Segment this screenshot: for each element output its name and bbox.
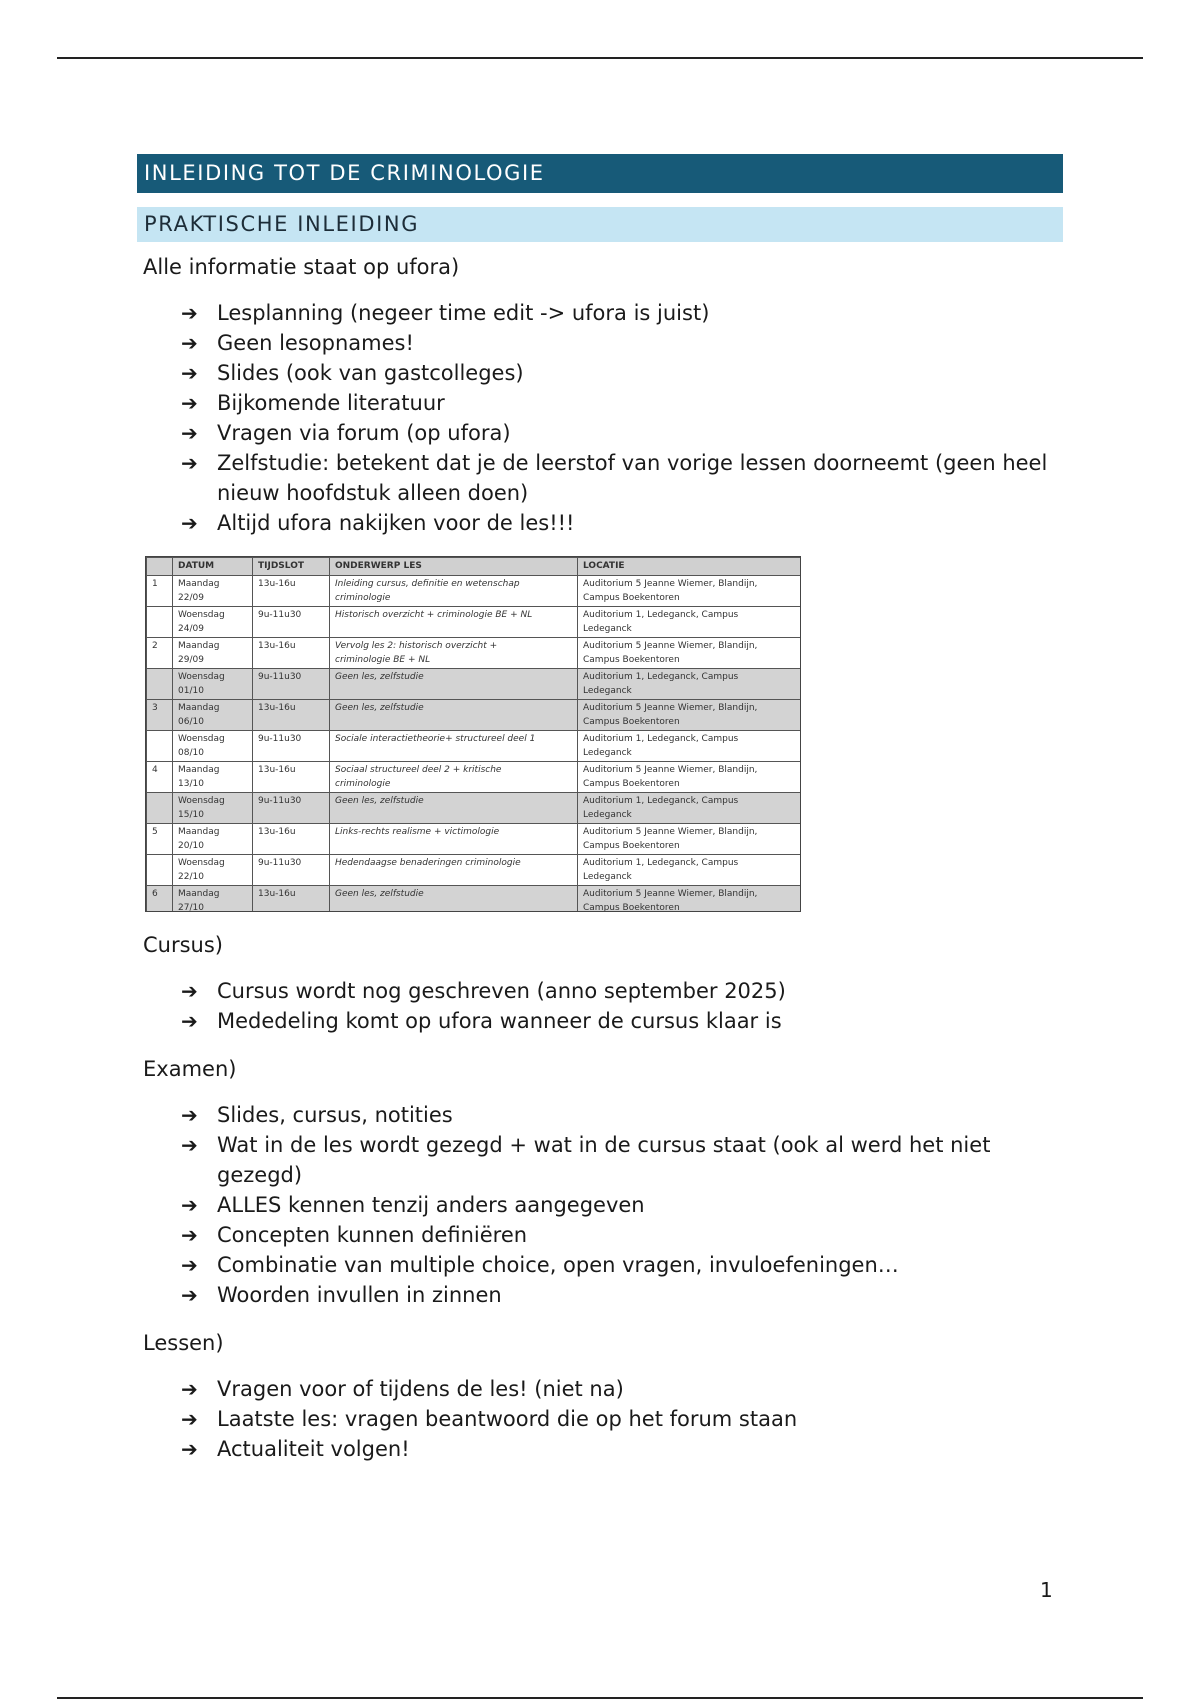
list-item: ➔ Cursus wordt nog geschreven (anno september 2025) [181, 976, 1063, 1006]
date-cell: Woensdag 08/10 [173, 731, 253, 762]
examen-list [137, 1100, 1063, 1310]
table-header-row [147, 558, 801, 576]
list-item: ➔ Laatste les: vragen beantwoord die op het forum staan [181, 1404, 1063, 1434]
cursus-label: Cursus) [143, 933, 223, 957]
lessen-list [137, 1374, 1063, 1464]
list-item: ➔ Mededeling komt op ufora wanneer de cursus klaar is [181, 1006, 1063, 1036]
arrow-icon: ➔ [181, 1223, 198, 1247]
location-cell: Auditorium 1, Ledeganck, Campus Ledeganck [578, 607, 801, 638]
location-cell: Auditorium 1, Ledeganck, Campus Ledeganck [578, 793, 801, 824]
subject-cell: Geen les, zelfstudie [330, 700, 578, 731]
list-item: ➔ Altijd ufora nakijken voor de les!!! [181, 508, 1063, 538]
time-cell: 9u-11u30 [253, 669, 330, 700]
arrow-icon: ➔ [181, 451, 198, 475]
arrow-icon: ➔ [181, 361, 198, 385]
date-cell: Maandag 27/10 [173, 886, 253, 913]
week-cell [147, 855, 173, 886]
list-item: ➔ Vragen via forum (op ufora) [181, 418, 1063, 448]
subject-cell: Inleiding cursus, definitie en wetenschap criminologie [330, 576, 578, 607]
location-cell: Auditorium 5 Jeanne Wiemer, Blandijn, Campus Boekentoren [578, 824, 801, 855]
subject-cell: Historisch overzicht + criminologie BE + NL [330, 607, 578, 638]
heading-1: INLEIDING TOT DE CRIMINOLOGIE [137, 154, 1063, 193]
arrow-icon: ➔ [181, 1103, 198, 1127]
col-header: DATUM [173, 558, 253, 576]
time-cell: 9u-11u30 [253, 607, 330, 638]
subject-cell: Hedendaagse benaderingen criminologie [330, 855, 578, 886]
week-cell: 5 [147, 824, 173, 855]
heading-2: PRAKTISCHE INLEIDING [137, 207, 1063, 242]
location-cell: Auditorium 1, Ledeganck, Campus Ledeganck [578, 669, 801, 700]
week-cell: 1 [147, 576, 173, 607]
location-cell: Auditorium 5 Jeanne Wiemer, Blandijn, Campus Boekentoren [578, 886, 801, 913]
time-cell: 13u-16u [253, 638, 330, 669]
date-cell: Woensdag 01/10 [173, 669, 253, 700]
location-cell: Auditorium 1, Ledeganck, Campus Ledeganck [578, 855, 801, 886]
week-cell: 6 [147, 886, 173, 913]
subject-cell: Geen les, zelfstudie [330, 793, 578, 824]
schedule-table [146, 557, 801, 912]
table-row [147, 886, 801, 913]
week-cell [147, 607, 173, 638]
footer-rule [57, 1697, 1143, 1699]
list-item: ➔ Actualiteit volgen! [181, 1434, 1063, 1464]
table-row [147, 669, 801, 700]
subject-cell: Geen les, zelfstudie [330, 886, 578, 913]
date-cell: Woensdag 22/10 [173, 855, 253, 886]
list-item: ➔ ALLES kennen tenzij anders aangegeven [181, 1190, 1063, 1220]
list-item: ➔ Vragen voor of tijdens de les! (niet na) [181, 1374, 1063, 1404]
date-cell: Woensdag 24/09 [173, 607, 253, 638]
week-cell: 3 [147, 700, 173, 731]
table-row [147, 855, 801, 886]
list-item: ➔ Slides, cursus, notities [181, 1100, 1063, 1130]
list-item: ➔ Combinatie van multiple choice, open vragen, invuloefeningen… [181, 1250, 1063, 1280]
col-header: LOCATIE [578, 558, 801, 576]
list-item: ➔ Lesplanning (negeer time edit -> ufora is juist) [181, 298, 1063, 328]
subject-cell: Sociale interactietheorie+ structureel deel 1 [330, 731, 578, 762]
arrow-icon: ➔ [181, 1009, 198, 1033]
subject-cell: Vervolg les 2: historisch overzicht + criminologie BE + NL [330, 638, 578, 669]
time-cell: 13u-16u [253, 762, 330, 793]
location-cell: Auditorium 5 Jeanne Wiemer, Blandijn, Campus Boekentoren [578, 576, 801, 607]
time-cell: 9u-11u30 [253, 855, 330, 886]
time-cell: 13u-16u [253, 700, 330, 731]
subject-cell: Links-rechts realisme + victimologie [330, 824, 578, 855]
table-row [147, 762, 801, 793]
arrow-icon: ➔ [181, 979, 198, 1003]
date-cell: Maandag 29/09 [173, 638, 253, 669]
date-cell: Maandag 20/10 [173, 824, 253, 855]
arrow-icon: ➔ [181, 1437, 198, 1461]
arrow-icon: ➔ [181, 391, 198, 415]
location-cell: Auditorium 5 Jeanne Wiemer, Blandijn, Campus Boekentoren [578, 638, 801, 669]
date-cell: Maandag 06/10 [173, 700, 253, 731]
table-row [147, 607, 801, 638]
time-cell: 13u-16u [253, 576, 330, 607]
subject-cell: Geen les, zelfstudie [330, 669, 578, 700]
arrow-icon: ➔ [181, 511, 198, 535]
table-row [147, 731, 801, 762]
col-header: ONDERWERP LES [330, 558, 578, 576]
arrow-icon: ➔ [181, 301, 198, 325]
arrow-icon: ➔ [181, 421, 198, 445]
page-number: 1 [1040, 1578, 1053, 1602]
list-item: ➔ Woorden invullen in zinnen [181, 1280, 1063, 1310]
info-list [137, 298, 1063, 538]
examen-label: Examen) [143, 1057, 237, 1081]
time-cell: 13u-16u [253, 886, 330, 913]
week-cell [147, 793, 173, 824]
col-header: TIJDSLOT [253, 558, 330, 576]
arrow-icon: ➔ [181, 1377, 198, 1401]
week-cell [147, 731, 173, 762]
list-item: ➔ Concepten kunnen definiëren [181, 1220, 1063, 1250]
date-cell: Maandag 22/09 [173, 576, 253, 607]
arrow-icon: ➔ [181, 331, 198, 355]
table-row [147, 638, 801, 669]
date-cell: Woensdag 15/10 [173, 793, 253, 824]
list-item: ➔ Bijkomende literatuur [181, 388, 1063, 418]
arrow-icon: ➔ [181, 1193, 198, 1217]
location-cell: Auditorium 5 Jeanne Wiemer, Blandijn, Campus Boekentoren [578, 700, 801, 731]
time-cell: 9u-11u30 [253, 793, 330, 824]
header-rule [57, 57, 1143, 59]
week-cell [147, 669, 173, 700]
cursus-list [137, 976, 1063, 1036]
table-row [147, 824, 801, 855]
time-cell: 9u-11u30 [253, 731, 330, 762]
list-item: ➔ Slides (ook van gastcolleges) [181, 358, 1063, 388]
arrow-icon: ➔ [181, 1253, 198, 1277]
intro-paragraph: Alle informatie staat op ufora) [143, 255, 460, 279]
table-row [147, 700, 801, 731]
time-cell: 13u-16u [253, 824, 330, 855]
list-item: ➔ Zelfstudie: betekent dat je de leerstof van vorige lessen doorneemt (geen heel nieuw hoofdstuk alleen doen) [181, 448, 1063, 508]
table-row [147, 793, 801, 824]
page-content [137, 154, 1063, 1464]
arrow-icon: ➔ [181, 1407, 198, 1431]
date-cell: Maandag 13/10 [173, 762, 253, 793]
week-cell: 4 [147, 762, 173, 793]
col-header [147, 558, 173, 576]
table-row [147, 576, 801, 607]
week-cell: 2 [147, 638, 173, 669]
subject-cell: Sociaal structureel deel 2 + kritische criminologie [330, 762, 578, 793]
list-item: ➔ Wat in de les wordt gezegd + wat in de cursus staat (ook al werd het niet gezegd) [181, 1130, 1063, 1190]
arrow-icon: ➔ [181, 1133, 198, 1157]
arrow-icon: ➔ [181, 1283, 198, 1307]
location-cell: Auditorium 5 Jeanne Wiemer, Blandijn, Campus Boekentoren [578, 762, 801, 793]
location-cell: Auditorium 1, Ledeganck, Campus Ledeganck [578, 731, 801, 762]
list-item: ➔ Geen lesopnames! [181, 328, 1063, 358]
schedule-table-image [145, 556, 801, 912]
lessen-label: Lessen) [143, 1331, 224, 1355]
